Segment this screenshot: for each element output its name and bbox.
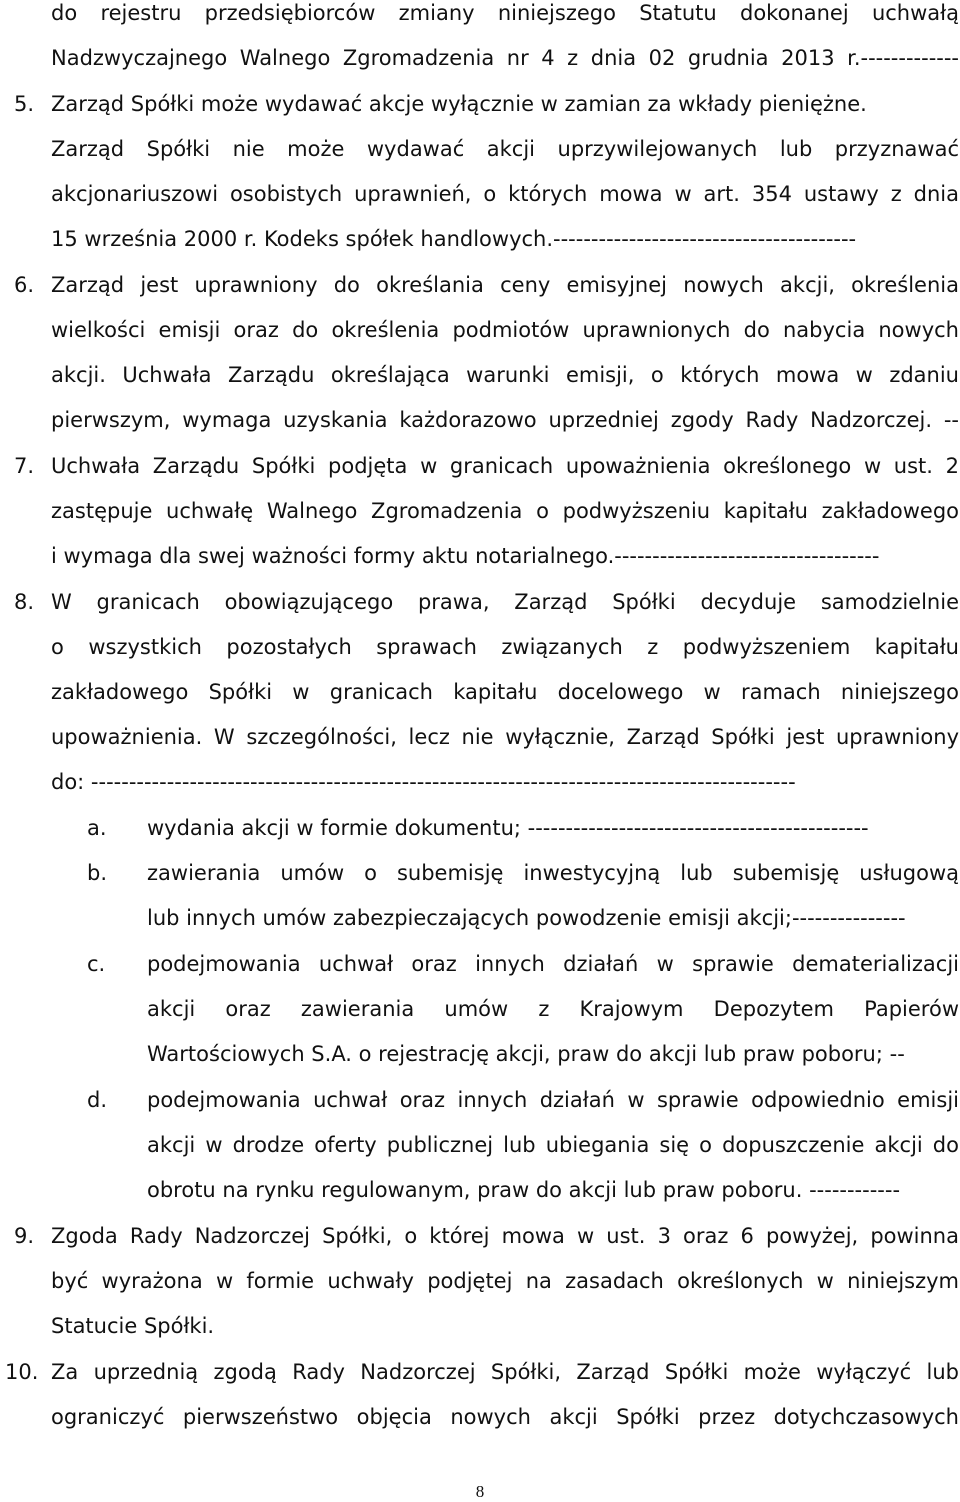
text-line: o wszystkich pozostałych sprawach związanych z podwyższeniem kapitału	[51, 635, 959, 659]
text-line: zakładowego Spółki w granicach kapitału docelowego w ramach niniejszego	[51, 680, 959, 704]
text-line: wielkości emisji oraz do określenia podmiotów uprawnionych do nabycia nowych	[51, 318, 959, 342]
text-line: Nadzwyczajnego Walnego Zgromadzenia nr 4 z dnia 02 grudnia 2013 r.-------------	[51, 46, 959, 70]
text-line: wydania akcji w formie dokumentu; ---------------------------------------------	[147, 816, 869, 840]
text-line: akcjonariuszowi osobistych uprawnień, o których mowa w art. 354 ustawy z dnia	[51, 182, 959, 206]
text-line: pierwszym, wymaga uzyskania każdorazowo uprzedniej zgody Rady Nadzorczej. --	[51, 408, 959, 432]
text-line: Zarząd Spółki nie może wydawać akcji uprzywilejowanych lub przyznawać	[51, 137, 959, 161]
text-line: podejmowania uchwał oraz innych działań w sprawie dematerializacji	[147, 952, 959, 976]
text-line: do: ---------------------------------------------------------------------------------------------	[51, 770, 796, 794]
text-line: do rejestru przedsiębiorców zmiany niniejszego Statutu dokonanej uchwałą	[51, 1, 959, 25]
text-line: obrotu na rynku regulowanym, praw do akcji lub praw poboru. ------------	[147, 1178, 901, 1202]
paragraph-number: 10.	[5, 1360, 39, 1384]
paragraph-number: 6.	[14, 273, 35, 297]
text-line: Zgoda Rady Nadzorczej Spółki, o której mowa w ust. 3 oraz 6 powyżej, powinna	[51, 1224, 959, 1248]
text-line: Uchwała Zarządu Spółki podjęta w granicach upoważnienia określonego w ust. 2	[51, 454, 959, 478]
text-line: 15 września 2000 r. Kodeks spółek handlowych.----------------------------------------	[51, 227, 857, 251]
subitem-letter: c.	[87, 952, 106, 976]
text-line: i wymaga dla swej ważności formy aktu notarialnego.-----------------------------------	[51, 544, 880, 568]
text-line: ograniczyć pierwszeństwo objęcia nowych akcji Spółki przez dotychczasowych	[51, 1405, 959, 1429]
text-line: W granicach obowiązującego prawa, Zarząd Spółki decyduje samodzielnie	[51, 590, 959, 614]
text-line: Wartościowych S.A. o rejestrację akcji, praw do akcji lub praw poboru; --	[147, 1042, 905, 1066]
text-line: Statucie Spółki.	[51, 1314, 215, 1338]
text-line: Zarząd Spółki może wydawać akcje wyłącznie w zamian za wkłady pieniężne.	[51, 92, 867, 116]
text-line: lub innych umów zabezpieczających powodzenie emisji akcji;---------------	[147, 906, 906, 930]
paragraph-number: 5.	[14, 92, 35, 116]
paragraph-number: 7.	[14, 454, 35, 478]
text-line: akcji. Uchwała Zarządu określająca warunki emisji, o których mowa w zdaniu	[51, 363, 959, 387]
subitem-letter: b.	[87, 861, 108, 885]
text-line: Za uprzednią zgodą Rady Nadzorczej Spółki, Zarząd Spółki może wyłączyć lub	[51, 1360, 959, 1384]
page-number: 8	[475, 1482, 485, 1501]
text-line: akcji oraz zawierania umów z Krajowym Depozytem Papierów	[147, 997, 959, 1021]
paragraph-number: 8.	[14, 590, 35, 614]
text-line: zastępuje uchwałę Walnego Zgromadzenia o podwyższeniu kapitału zakładowego	[51, 499, 959, 523]
text-line: zawierania umów o subemisję inwestycyjną lub subemisję usługową	[147, 861, 959, 885]
subitem-letter: a.	[87, 816, 107, 840]
paragraph-number: 9.	[14, 1224, 35, 1248]
text-line: być wyrażona w formie uchwały podjętej na zasadach określonych w niniejszym	[51, 1269, 959, 1293]
text-line: podejmowania uchwał oraz innych działań w sprawie odpowiednio emisji	[147, 1088, 959, 1112]
subitem-letter: d.	[87, 1088, 108, 1112]
text-line: Zarząd jest uprawniony do określania ceny emisyjnej nowych akcji, określenia	[51, 273, 959, 297]
text-line: akcji w drodze oferty publicznej lub ubiegania się o dopuszczenie akcji do	[147, 1133, 959, 1157]
text-line: upoważnienia. W szczególności, lecz nie wyłącznie, Zarząd Spółki jest uprawniony	[51, 725, 959, 749]
